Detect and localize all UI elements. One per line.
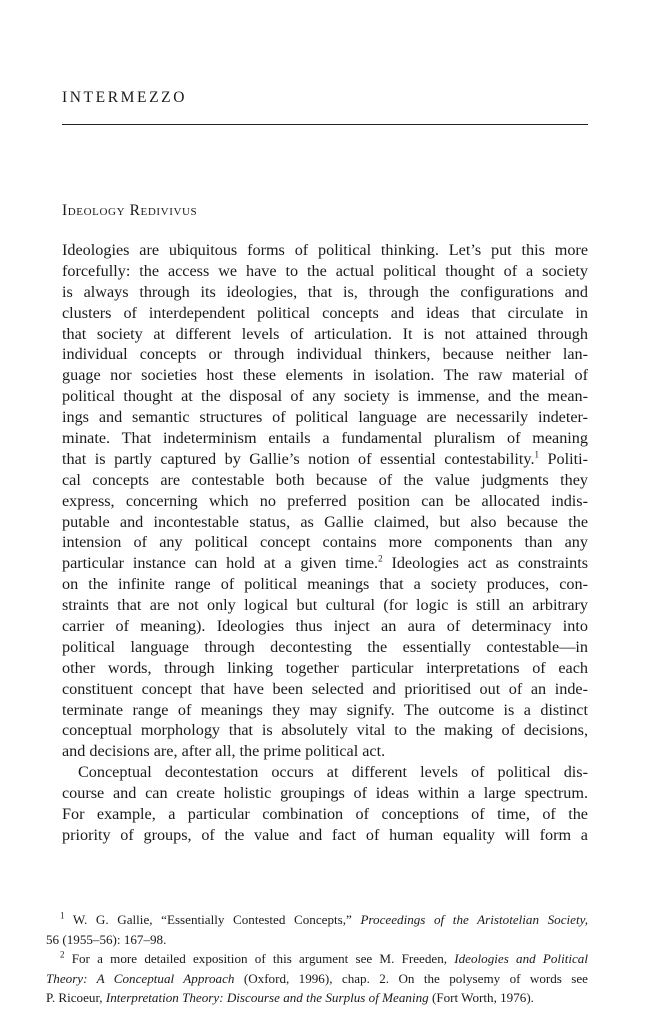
- footnote-text: (Fort Worth, 1976).: [428, 990, 534, 1005]
- body-line-text: For example, a particular combination of conceptions of time, of the: [62, 805, 588, 824]
- body-line: [62, 386, 588, 407]
- body-line: [62, 491, 588, 512]
- body-line: [62, 470, 588, 491]
- body-line: [62, 261, 588, 282]
- body-line-text: particular instance can hold at a given time.: [62, 554, 379, 573]
- body-line-text: clusters of interdependent political concepts and ideas that circulate in: [62, 303, 588, 322]
- body-line-text: intension of any political concept contains more components than any: [62, 533, 588, 552]
- footnote-2-line: [46, 949, 588, 969]
- footnote-text: (Oxford, 1996), chap. 2. On the polysemy of words see: [234, 970, 588, 986]
- body-line: [62, 282, 588, 303]
- body-line: [62, 240, 588, 261]
- body-line-text: and decisions are, after all, the prime political act.: [62, 742, 386, 761]
- body-line: [62, 783, 588, 804]
- body-line-text: political language through decontesting the essentially contestable—in: [62, 637, 588, 656]
- body-line-text: individual concepts or through individual thinkers, because neither lan-: [62, 345, 588, 364]
- footnote-text: W. G. Gallie, “Essentially Contested Concepts,”: [64, 912, 361, 927]
- footnote-2-line: [46, 969, 588, 989]
- body-line: [62, 720, 588, 741]
- body-line-text: Ideologies act as constraints: [382, 554, 588, 573]
- body-line-text: conceptual morphology that is absolutely vital to the making of decisions,: [62, 721, 588, 740]
- body-line-text: minate. That indeterminism entails a fundamental pluralism of meaning: [62, 429, 588, 448]
- body-line: [62, 512, 588, 533]
- body-line-text: straints that are not only logical but cultural (for logic is still an arbitrary: [62, 596, 588, 615]
- body-line-text: ings and semantic structures of political language are necessarily indeter-: [62, 408, 588, 427]
- body-line-text: other words, through linking together particular interpretations of each: [62, 658, 588, 677]
- footnote-title: Theory: A Conceptual Approach: [46, 970, 235, 986]
- body-line-text: Politi-: [539, 449, 589, 468]
- body-line-text: putable and incontestable status, as Gallie claimed, but also because the: [62, 512, 588, 531]
- body-line: [62, 762, 588, 783]
- footnote-2-line: [46, 988, 588, 1008]
- running-head: INTERMEZZO: [62, 89, 188, 106]
- body-line-text: terminate range of meanings they may signify. The outcome is a distinct: [62, 700, 588, 719]
- body-line: [62, 532, 588, 553]
- footnote-reference[interactable]: 2: [378, 553, 383, 564]
- body-line-text: forcefully: the access we have to the actual political thought of a society: [62, 261, 588, 280]
- footnote-marker: 2: [60, 949, 65, 960]
- body-line-text: is always through its ideologies, that is, through the configurations and: [62, 282, 588, 301]
- footnote-reference[interactable]: 1: [534, 449, 540, 460]
- body-line: [62, 344, 588, 365]
- body-line: [62, 637, 588, 658]
- body-line: [62, 365, 588, 386]
- body-line-text: Ideologies are ubiquitous forms of political thinking. Let’s put this more: [62, 241, 588, 259]
- body-line-text: that society at different levels of articulation. It is not attained through: [62, 324, 588, 343]
- section-title: Ideology Redivivus: [62, 202, 198, 219]
- footnote-text: P. Ricoeur,: [46, 990, 106, 1005]
- footnote-title: Proceedings of the Aristotelian Society,: [360, 912, 588, 927]
- body-line-text: guage nor societies host these elements in isolation. The raw material of: [62, 366, 588, 385]
- body-line-text: Conceptual decontestation occurs at different levels of political dis-: [78, 763, 588, 782]
- body-line: [62, 700, 588, 721]
- body-line: [62, 449, 588, 470]
- footnote-text: For a more detailed exposition of this argument see M. Freeden,: [64, 951, 455, 966]
- body-line: [62, 616, 588, 637]
- footnote-1-line: [46, 910, 588, 930]
- body-line-text: course and can create holistic groupings of ideas within a large spectrum.: [62, 784, 588, 803]
- footnote-title: Interpretation Theory: Discourse and the Surplus of Meaning: [105, 990, 429, 1005]
- body-line-text: priority of groups, of the value and fact of human equality will form a: [62, 825, 588, 844]
- body-line-text: that is partly captured by Gallie’s notion of essential contestability.: [62, 449, 535, 468]
- body-line: [62, 679, 588, 700]
- body-line: [62, 658, 588, 679]
- header-rule: [62, 124, 588, 125]
- body-line-text: constituent concept that have been selected and prioritised out of an inde-: [62, 679, 588, 698]
- body-line-text: express, concerning which no preferred position can be allocated indis-: [62, 491, 588, 510]
- body-line-text: on the infinite range of political meanings that a society produces, con-: [62, 575, 588, 594]
- body-text: [62, 240, 588, 846]
- body-line: [62, 428, 588, 449]
- body-line: [62, 407, 588, 428]
- body-line-text: carrier of meaning). Ideologies thus inject an aura of determinacy into: [62, 617, 588, 636]
- body-line: [62, 574, 588, 595]
- body-line-text: political thought at the disposal of any society is immense, and the mean-: [62, 387, 588, 406]
- body-line: [62, 804, 588, 825]
- footnote-1-line: 56 (1955–56): 167–98.: [46, 931, 167, 947]
- body-line-text: cal concepts are contestable both because of the value judgments they: [62, 470, 588, 489]
- body-line: [62, 825, 588, 846]
- body-line: [62, 553, 588, 574]
- body-line: [62, 303, 588, 324]
- body-line: [62, 595, 588, 616]
- footnote-marker: 1: [60, 910, 65, 921]
- footnotes: [46, 910, 588, 1008]
- body-line: [62, 324, 588, 345]
- body-line: [62, 741, 588, 762]
- footnote-title: Ideologies and Political: [454, 951, 588, 966]
